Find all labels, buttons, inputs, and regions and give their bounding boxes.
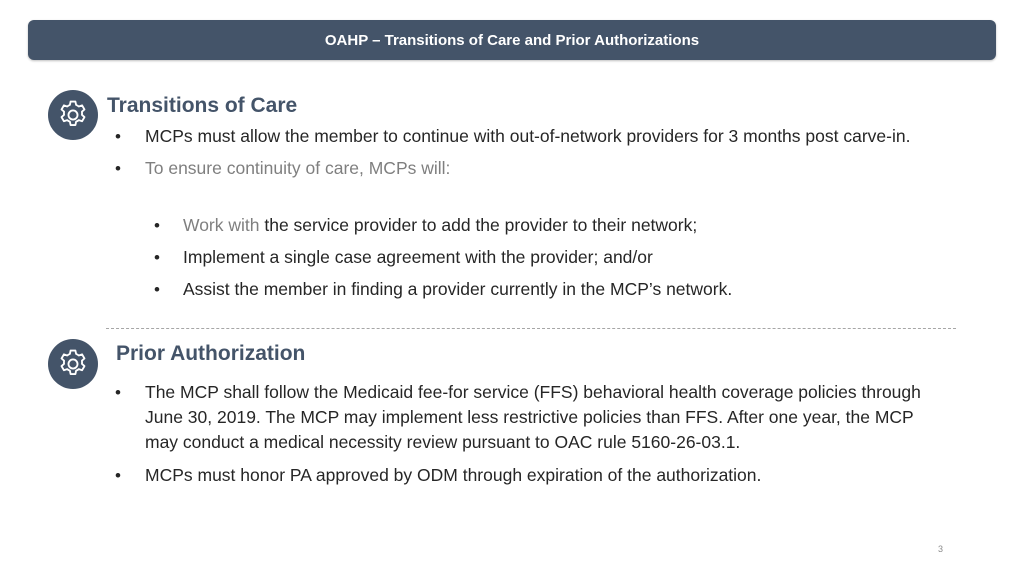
transitions-gear-badge bbox=[48, 90, 98, 140]
gear-icon bbox=[56, 347, 90, 381]
list-item: • Work with the service provider to add the provider to their network; bbox=[154, 215, 698, 235]
sub-bullet-1-lead: Work with bbox=[183, 215, 260, 235]
transitions-sub-list bbox=[154, 213, 953, 302]
transitions-bullet-1: MCPs must allow the member to continue with out-of-network providers for 3 months post carve-in. bbox=[145, 126, 911, 146]
sub-bullet-3: Assist the member in finding a provider currently in the MCP’s network. bbox=[183, 279, 733, 299]
prior-auth-bullet-2: MCPs must honor PA approved by ODM through expiration of the authorization. bbox=[145, 465, 762, 485]
section-divider bbox=[106, 328, 956, 329]
transitions-title: Transitions of Care bbox=[107, 94, 298, 117]
list-item: • To ensure continuity of care, MCPs will: bbox=[115, 158, 451, 178]
list-item: • The MCP shall follow the Medicaid fee-for service (FFS) behavioral health coverage policies through June 30, 2019. The MCP may implement less restrictive policies than FFS. After one year, the MCP may conduct a medical necessity review pursuant to OAC rule 5160-26-03.1. bbox=[115, 382, 921, 452]
list-item: • MCPs must allow the member to continue with out-of-network providers for 3 months post carve-in. bbox=[115, 126, 911, 146]
list-item: • MCPs must honor PA approved by ODM through expiration of the authorization. bbox=[115, 465, 762, 485]
page-title: OAHP – Transitions of Care and Prior Authorizations bbox=[324, 31, 700, 49]
gear-icon bbox=[56, 98, 90, 132]
list-item: • Implement a single case agreement with the provider; and/or bbox=[154, 247, 653, 267]
prior-auth-bullet-list bbox=[115, 380, 945, 488]
prior-auth-bullet-1: The MCP shall follow the Medicaid fee-for service (FFS) behavioral health coverage policies through June 30, 2019. The MCP may implement less restrictive policies than FFS. After one year, the MCP may conduct a medical necessity review pursuant to OAC rule 5160-26-03.1. bbox=[145, 382, 921, 452]
prior-auth-gear-badge bbox=[48, 339, 98, 389]
transitions-bullet-list bbox=[115, 124, 955, 181]
transitions-bullet-2: To ensure continuity of care, MCPs will: bbox=[145, 158, 451, 178]
sub-bullet-2: Implement a single case agreement with the provider; and/or bbox=[183, 247, 653, 267]
sub-bullet-1-rest: the service provider to add the provider to their network; bbox=[259, 215, 698, 235]
header-bar bbox=[28, 20, 996, 60]
page-number: 3 bbox=[938, 544, 944, 554]
list-item: • Assist the member in finding a provider currently in the MCP’s network. bbox=[154, 279, 733, 299]
prior-auth-title: Prior Authorization bbox=[116, 342, 306, 365]
